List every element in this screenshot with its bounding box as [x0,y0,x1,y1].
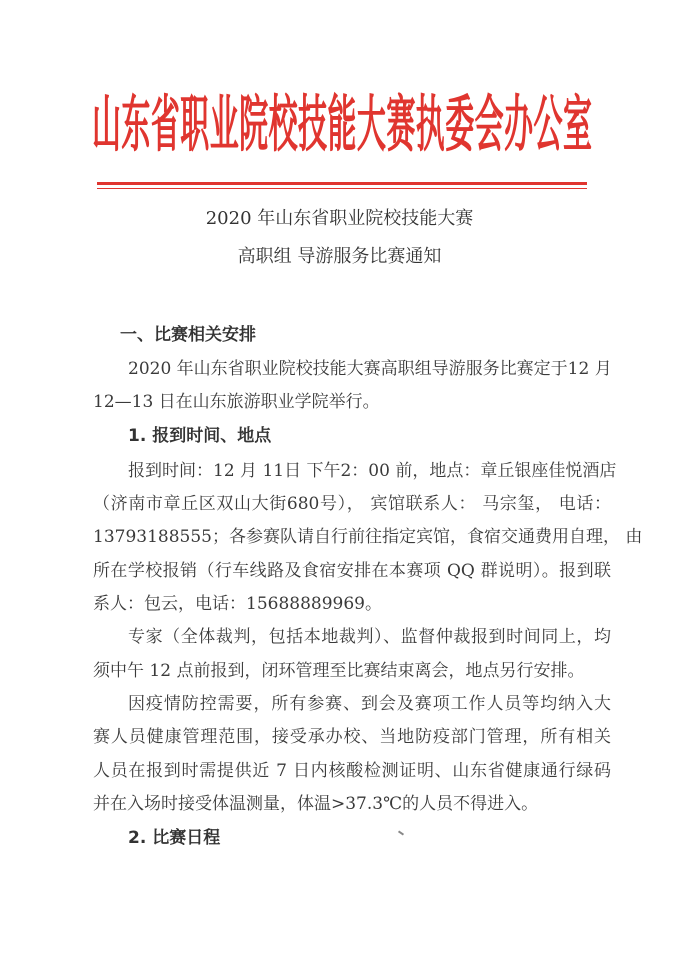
paragraph-line: 赛人员健康管理范围，接受承办校、当地防疫部门管理，所有相关 [93,727,611,747]
paragraph-line: 所在学校报销（行车线路及食宿安排在本赛项 QQ 群说明）。报到联 [93,561,611,581]
paragraph-line: 报到时间：12 月 11日 下午2：00 前，地点：章丘银座佳悦酒店 [128,461,617,481]
letterhead-rule-thick [97,182,587,185]
scan-speck [398,830,404,835]
paragraph-line: 系人：包云，电话：15688889969。 [93,594,382,614]
paragraph-line: 须中午 12 点前报到，闭环管理至比赛结束离会，地点另行安排。 [93,661,585,681]
letterhead-rule-thin [97,188,587,189]
paragraph-line: 并在入场时接受体温测量，体温>37.3℃的人员不得进入。 [93,794,539,814]
paragraph-line: 12—13 日在山东旅游职业学院举行。 [93,392,380,412]
doc-title-line2: 高职组 导游服务比赛通知 [237,246,442,267]
paragraph-line: 专家（全体裁判，包括本地裁判）、监督仲裁报到时间同上，均 [128,627,611,647]
subsection-heading: 1. 报到时间、地点 [128,426,272,446]
paragraph-line: 2020 年山东省职业院校技能大赛高职组导游服务比赛定于12 月 [128,359,612,379]
paragraph-line: 人员在报到时需提供近 7 日内核酸检测证明、山东省健康通行绿码 [93,761,611,781]
paragraph-line: （济南市章丘区双山大街680号）， 宾馆联系人： 马宗玺， 电话： [93,494,611,514]
paragraph-line: 13793188555；各参赛队请自行前往指定宾馆，食宿交通费用自理， 由 [93,527,643,547]
doc-title-line1: 2020 年山东省职业院校技能大赛 [205,208,474,229]
subsection-heading: 2. 比赛日程 [128,828,221,848]
letterhead-title: 山东省职业院校技能大赛执委会办公室 [92,88,592,160]
paragraph-line: 因疫情防控需要，所有参赛、到会及赛项工作人员等均纳入大 [128,694,611,714]
section-heading: 一、比赛相关安排 [120,325,256,345]
